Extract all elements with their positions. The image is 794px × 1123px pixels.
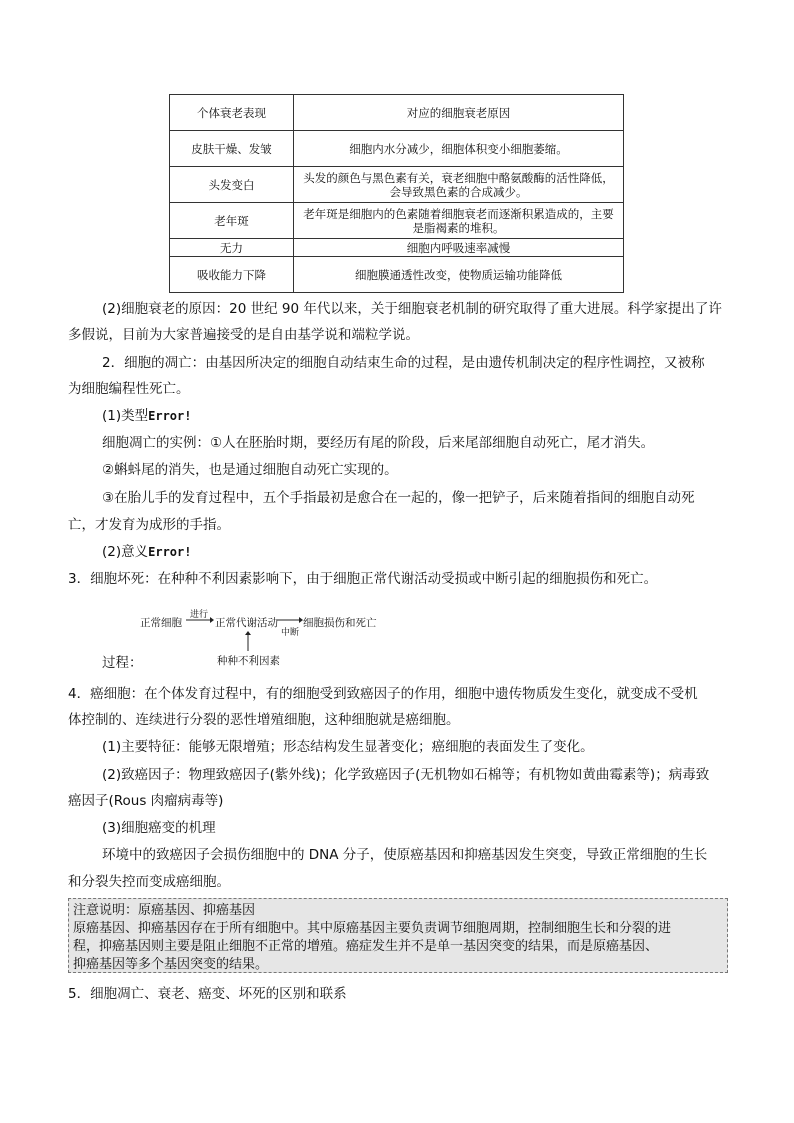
table-cell: 吸收能力下降 [170,257,294,293]
diagram-normal-cell: 正常细胞 [140,617,182,629]
apoptosis-meaning-line [102,542,191,562]
error-text: Error! [148,545,192,559]
table-cell: 细胞膜通透性改变，使物质运输功能降低 [294,257,624,293]
paragraph-aging-cause-cont: 多假说，目前为大家普遍接受的是自由基学说和端粒学说。 [68,327,419,343]
table-header-phenomenon: 个体衰老表现 [170,95,294,131]
diagram-proceed: 进行 [190,610,209,620]
table-cell: 头发变白 [170,167,294,203]
example-3-cont: 亡，才发育为成形的手指。 [68,517,230,533]
mechanism-text: 环境中的致癌因子会损伤细胞中的 DNA 分子，使原癌基因和抑癌基因发生突变，导致正常细胞的生长 [102,847,708,863]
table-cell: 头发的颜色与黑色素有关，衰老细胞中酪氨酸酶的活性降低，会导致黑色素的合成减少。 [294,167,624,203]
note-line: 抑癌基因等多个基因突变的结果。 [73,957,269,972]
table-cell: 细胞内水分减少，细胞体积变小细胞萎缩。 [294,131,624,167]
table-cell: 无力 [170,239,294,257]
type-label: (1)类型 [102,408,149,424]
carcinogens: (2)致癌因子：物理致癌因子(紫外线)；化学致癌因子(无机物如石棉等；有机物如黄曲霉素等)；病毒致 [102,767,710,783]
paragraph-aging-cause: (2)细胞衰老的原因：20 世纪 90 年代以来，关于细胞衰老机制的研究取得了重大进展。科学家提出了许 [102,301,722,317]
process-label: 过程： [102,655,143,671]
arrow-right-icon [277,616,303,624]
paragraph-cancer-cont: 体控制的、连续进行分裂的恶性增殖细胞，这种细胞就是癌细胞。 [68,712,460,728]
diagram-factors: 种种不利因素 [217,655,280,667]
paragraph-apoptosis: 2．细胞的凋亡：由基因所决定的细胞自动结束生命的过程，是由遗传机制决定的程序性调控，又被称 [102,355,705,371]
section-5-heading: 5．细胞凋亡、衰老、癌变、坏死的区别和联系 [68,986,347,1002]
note-box [68,898,728,973]
cancer-features: (1)主要特征：能够无限增殖；形态结构发生显著变化；癌细胞的表面发生了变化。 [102,739,594,755]
note-line: 原癌基因、抑癌基因存在于所有细胞中。其中原癌基因主要负责调节细胞周期，控制细胞生长和分裂的进 [73,921,672,936]
aging-table [169,94,624,293]
apoptosis-type-line [102,406,191,426]
table-cell: 皮肤干燥、发皱 [170,131,294,167]
arrow-right-icon [186,616,214,624]
mechanism-heading: (3)细胞癌变的机理 [102,820,216,836]
table-cell: 老年斑是细胞内的色素随着细胞衰老而逐渐积累造成的，主要是脂褐素的堆积。 [294,203,624,239]
error-text: Error! [148,409,192,423]
table-header-cause: 对应的细胞衰老原因 [294,95,624,131]
table-cell: 老年斑 [170,203,294,239]
example-2: ②蝌蚪尾的消失，也是通过细胞自动死亡实现的。 [102,462,398,478]
example-3: ③在胎儿手的发育过程中，五个手指最初是愈合在一起的，像一把铲子，后来随着指间的细胞自动死 [102,490,695,506]
meaning-label: (2)意义 [102,544,149,560]
necrosis-process-diagram [140,607,390,669]
note-title: 注意说明：原癌基因、抑癌基因 [73,903,256,918]
arrow-up-icon [244,631,252,651]
carcinogens-cont: 癌因子(Rous 肉瘤病毒等) [68,793,224,809]
diagram-damage-death: 细胞损伤和死亡 [303,617,377,629]
note-line: 程，抑癌基因则主要是阻止细胞不正常的增殖。癌症发生并不是单一基因突变的结果，而是原癌基因、 [73,939,659,954]
table-cell: 细胞内呼吸速率减慢 [294,239,624,257]
paragraph-apoptosis-cont: 为细胞编程性死亡。 [68,381,190,397]
diagram-interrupt: 中断 [281,628,300,638]
diagram-normal-metabolism: 正常代谢活动 [215,617,278,629]
example-1: 细胞凋亡的实例：①人在胚胎时期，要经历有尾的阶段，后来尾部细胞自动死亡，尾才消失。 [102,435,655,451]
paragraph-necrosis: 3．细胞坏死：在种种不利因素影响下，由于细胞正常代谢活动受损或中断引起的细胞损伤和死亡。 [68,571,658,587]
mechanism-text-cont: 和分裂失控而变成癌细胞。 [68,874,230,890]
paragraph-cancer: 4．癌细胞：在个体发育过程中，有的细胞受到致癌因子的作用，细胞中遗传物质发生变化，就变成不受机 [68,686,698,702]
